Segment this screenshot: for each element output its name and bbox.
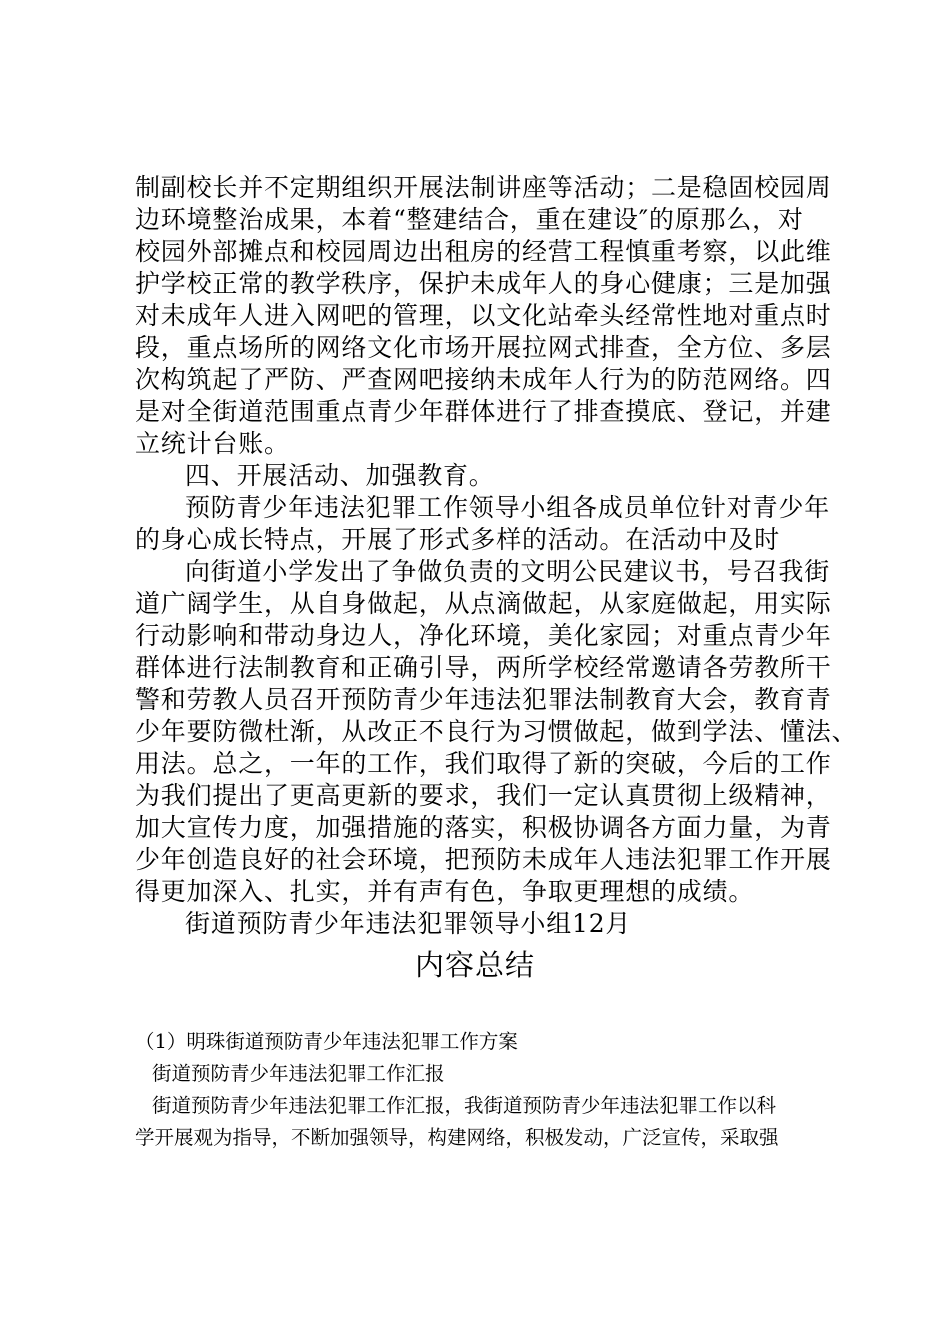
body-line-21: 加大宣传力度，加强措施的落实，积极协调各方面力量，为青 — [135, 813, 832, 842]
body-line-20: 为我们提出了更高更新的要求，我们一定认真贯彻上级精神， — [135, 781, 832, 810]
body-line-9: 立统计台账。 — [135, 429, 290, 458]
summary-line-4: 学开展观为指导，不断加强领导，构建网络，积极发动，广泛宣传，采取强 — [135, 1126, 779, 1149]
summary-line-1: （1）明珠街道预防青少年违法犯罪工作方案 — [135, 1030, 518, 1053]
section-heading: 四、开展活动、加强教育。 — [185, 461, 495, 490]
body-line-7: 次构筑起了严防、严查网吧接纳未成年人行为的防范网络。四 — [135, 365, 832, 394]
body-line-22: 少年创造良好的社会环境，把预防未成年人违法犯罪工作开展 — [135, 845, 832, 874]
body-line-1: 制副校长并不定期组织开展法制讲座等活动；二是稳固校园周 — [135, 173, 832, 202]
body-line-13: 向街道小学发出了争做负责的文明公民建议书，号召我街 — [185, 557, 831, 586]
body-line-12: 的身心成长特点，开展了形式多样的活动。在活动中及时 — [135, 525, 781, 554]
body-line-6: 段，重点场所的网络文化市场开展拉网式排查，全方位、多层 — [135, 333, 832, 362]
body-line-16: 群体进行法制教育和正确引导，两所学校经常邀请各劳教所干 — [135, 653, 832, 682]
body-line-11: 预防青少年违法犯罪工作领导小组各成员单位针对青少年 — [185, 493, 831, 522]
signature-line: 街道预防青少年违法犯罪领导小组12月 — [185, 909, 632, 938]
summary-line-2: 街道预防青少年违法犯罪工作汇报 — [152, 1062, 445, 1085]
summary-title: 内容总结 — [414, 948, 535, 982]
body-line-3: 校园外部摊点和校园周边出租房的经营工程慎重考察，以此维 — [135, 237, 832, 266]
body-line-17: 警和劳教人员召开预防青少年违法犯罪法制教育大会，教育青 — [135, 685, 832, 714]
body-line-19: 用法。总之，一年的工作，我们取得了新的突破，今后的工作 — [135, 749, 832, 778]
body-line-8: 是对全街道范围重点青少年群体进行了排查摸底、登记，并建 — [135, 397, 832, 426]
body-line-15: 行动影响和带动身边人，净化环境，美化家园；对重点青少年 — [135, 621, 832, 650]
body-line-4: 护学校正常的教学秩序，保护未成年人的身心健康；三是加强 — [135, 269, 832, 298]
body-line-23: 得更加深入、扎实，并有声有色，争取更理想的成绩。 — [135, 877, 755, 906]
body-line-14: 道广阔学生，从自身做起，从点滴做起，从家庭做起，用实际 — [135, 589, 832, 618]
body-line-18: 少年要防微杜渐，从改正不良行为习惯做起，做到学法、懂法、 — [135, 717, 858, 746]
body-line-5: 对未成年人进入网吧的管理，以文化站牵头经常性地对重点时 — [135, 301, 832, 330]
summary-line-3: 街道预防青少年违法犯罪工作汇报，我街道预防青少年违法犯罪工作以科 — [152, 1094, 777, 1117]
body-line-2: 边环境整治成果，本着“整建结合，重在建设″的原那么，对 — [135, 205, 804, 234]
